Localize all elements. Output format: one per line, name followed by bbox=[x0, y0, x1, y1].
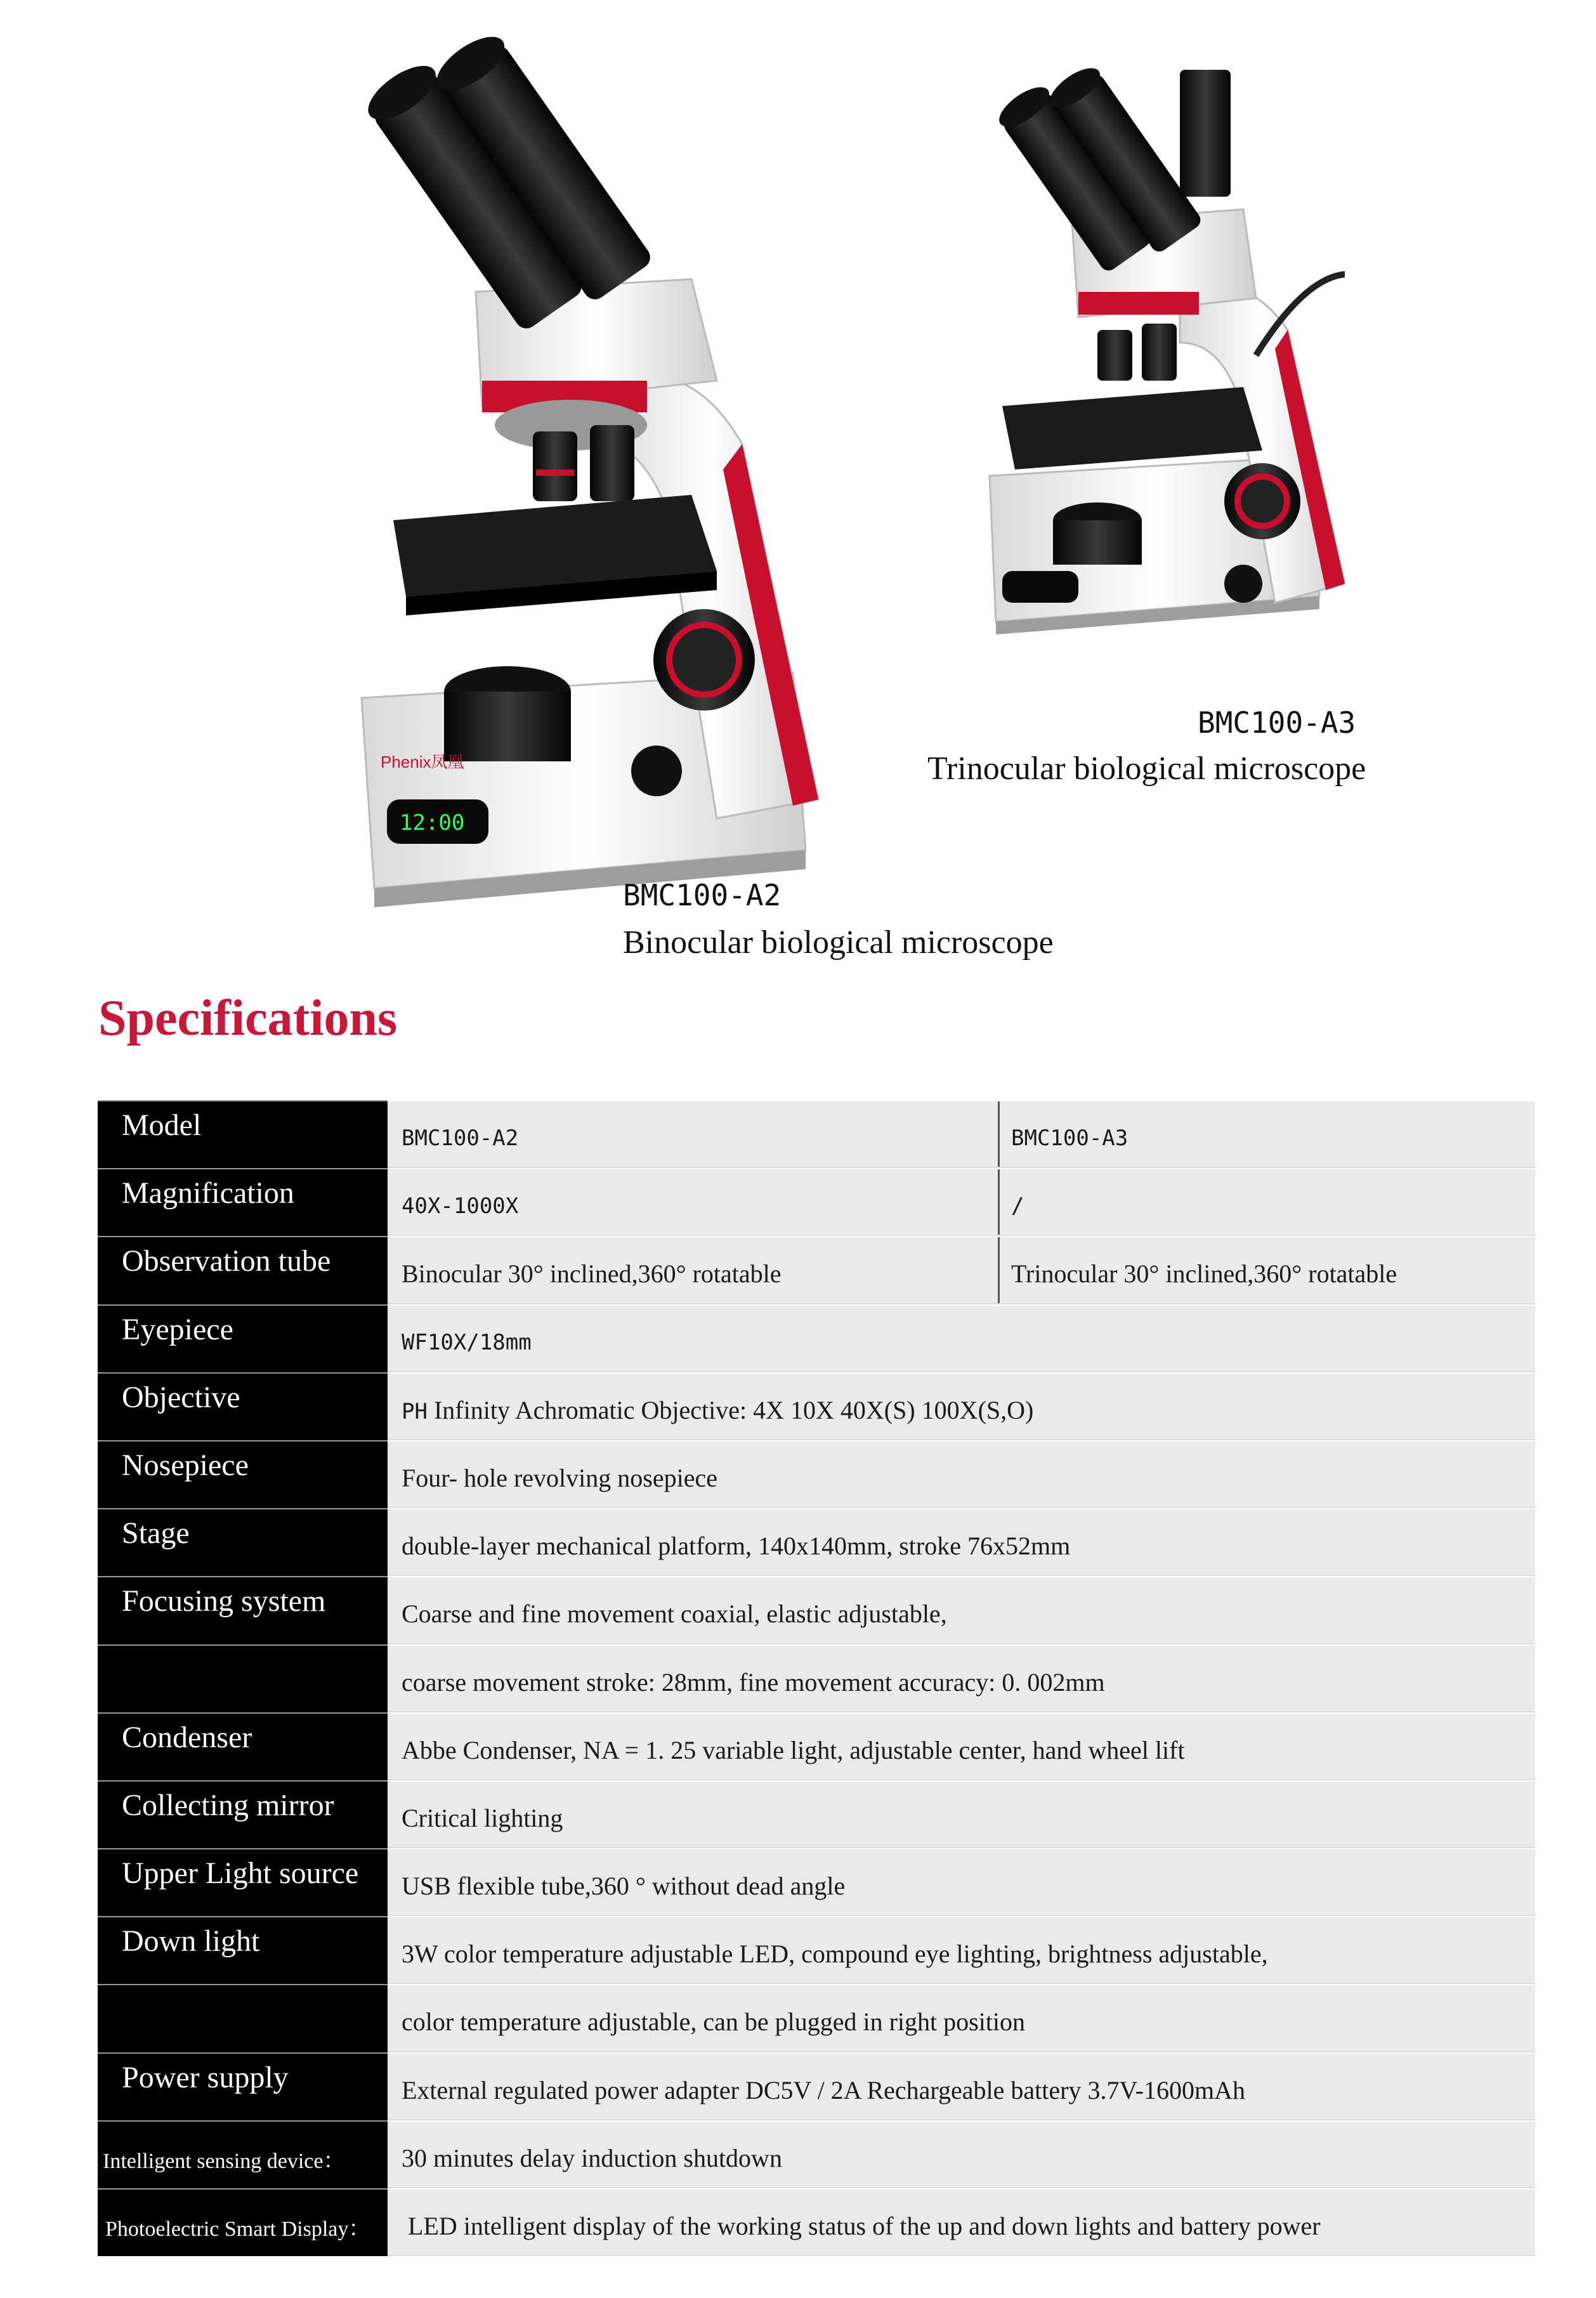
specifications-heading: Specifications bbox=[98, 990, 398, 1046]
spec-value: 30 minutes delay induction shutdown bbox=[402, 2143, 782, 2172]
a2-model-caption: BMC100-A2 bbox=[623, 878, 782, 912]
spec-label: Power supply bbox=[98, 2052, 388, 2120]
spec-value-a3: / bbox=[998, 1169, 1024, 1235]
spec-row-eyepiece bbox=[98, 1304, 1535, 1372]
spec-label: Photoelectric Smart Display： bbox=[98, 2188, 388, 2256]
spec-row-focusing-system-cont bbox=[98, 1645, 1535, 1712]
spec-value: LED intelligent display of the working status of the up and down lights and battery power bbox=[408, 2212, 1321, 2240]
spec-row-power-supply bbox=[98, 2052, 1535, 2120]
binocular-microscope-image bbox=[336, 25, 831, 914]
spec-row-condenser bbox=[98, 1712, 1535, 1780]
spec-value-a2: BMC100-A2 bbox=[402, 1126, 519, 1151]
objective-prefix: PH bbox=[402, 1398, 428, 1424]
spec-value: Four- hole revolving nosepiece bbox=[402, 1463, 717, 1492]
spec-label: Focusing system bbox=[98, 1576, 388, 1644]
spec-row-smart-display bbox=[98, 2188, 1535, 2256]
spec-label-empty bbox=[98, 1984, 388, 2052]
spec-row-intelligent-sensing bbox=[98, 2120, 1535, 2188]
spec-value: color temperature adjustable, can be plugged in right position bbox=[402, 2007, 1026, 2037]
spec-row-magnification bbox=[98, 1168, 1535, 1236]
spec-value-a2: 40X-1000X bbox=[402, 1193, 519, 1219]
led-display-text: 12:00 bbox=[400, 810, 465, 836]
spec-value: Critical lighting bbox=[402, 1803, 563, 1832]
spec-row-objective bbox=[98, 1372, 1535, 1440]
spec-value: External regulated power adapter DC5V / 2A Rechargeable battery 3.7V-1600mAh bbox=[402, 2075, 1245, 2104]
spec-label: Intelligent sensing device： bbox=[98, 2120, 388, 2188]
spec-label: Objective bbox=[98, 1372, 388, 1440]
spec-value: Abbe Condenser, NA = 1. 25 variable light, adjustable center, hand wheel lift bbox=[402, 1735, 1185, 1764]
trinocular-microscope-image bbox=[977, 63, 1345, 660]
spec-value: 3W color temperature adjustable LED, compound eye lighting, brightness adjustable, bbox=[402, 1940, 1268, 1969]
specifications-table bbox=[98, 1100, 1535, 2256]
spec-value-a2: Binocular 30° inclined,360° rotatable bbox=[402, 1259, 782, 1289]
spec-label: Nosepiece bbox=[98, 1440, 388, 1508]
spec-label: Eyepiece bbox=[98, 1304, 388, 1372]
spec-row-stage bbox=[98, 1508, 1535, 1576]
spec-value: Coarse and fine movement coaxial, elastic adjustable, bbox=[402, 1599, 947, 1629]
spec-label: Observation tube bbox=[98, 1236, 388, 1304]
spec-label-empty bbox=[98, 1645, 388, 1712]
spec-value: double-layer mechanical platform, 140x140mm, stroke 76x52mm bbox=[402, 1532, 1071, 1561]
spec-value: WF10X/18mm bbox=[402, 1329, 532, 1355]
spec-value: USB flexible tube,360 ° without dead angle bbox=[402, 1872, 846, 1901]
spec-label: Upper Light source bbox=[98, 1848, 388, 1916]
spec-label: Magnification bbox=[98, 1168, 388, 1236]
a2-description-caption: Binocular biological microscope bbox=[623, 924, 1054, 961]
spec-row-nosepiece bbox=[98, 1440, 1535, 1508]
a3-model-caption: BMC100-A3 bbox=[1198, 706, 1356, 740]
spec-value: Infinity Achromatic Objective: 4X 10X 40X(S) 100X(S,O) bbox=[433, 1395, 1034, 1424]
spec-label: Condenser bbox=[98, 1712, 388, 1780]
spec-row-upper-light-source bbox=[98, 1848, 1535, 1916]
a3-description-caption: Trinocular biological microscope bbox=[927, 751, 1366, 787]
spec-row-model bbox=[98, 1100, 1535, 1168]
spec-row-down-light bbox=[98, 1916, 1535, 1984]
spec-label: Stage bbox=[98, 1508, 388, 1576]
spec-row-down-light-cont bbox=[98, 1984, 1535, 2052]
spec-value-a3: BMC100-A3 bbox=[998, 1101, 1128, 1167]
spec-label: Model bbox=[98, 1100, 388, 1168]
spec-row-focusing-system bbox=[98, 1576, 1535, 1644]
spec-row-observation-tube bbox=[98, 1236, 1535, 1304]
spec-label: Down light bbox=[98, 1916, 388, 1984]
spec-value-a3: Trinocular 30° inclined,360° rotatable bbox=[998, 1237, 1397, 1303]
spec-value: coarse movement stroke: 28mm, fine movement accuracy: 0. 002mm bbox=[402, 1667, 1105, 1697]
spec-value-container bbox=[388, 1374, 1535, 1439]
spec-row-collecting-mirror bbox=[98, 1780, 1535, 1848]
spec-label: Collecting mirror bbox=[98, 1780, 388, 1848]
brand-logo: Phenix凤凰 bbox=[381, 752, 464, 771]
